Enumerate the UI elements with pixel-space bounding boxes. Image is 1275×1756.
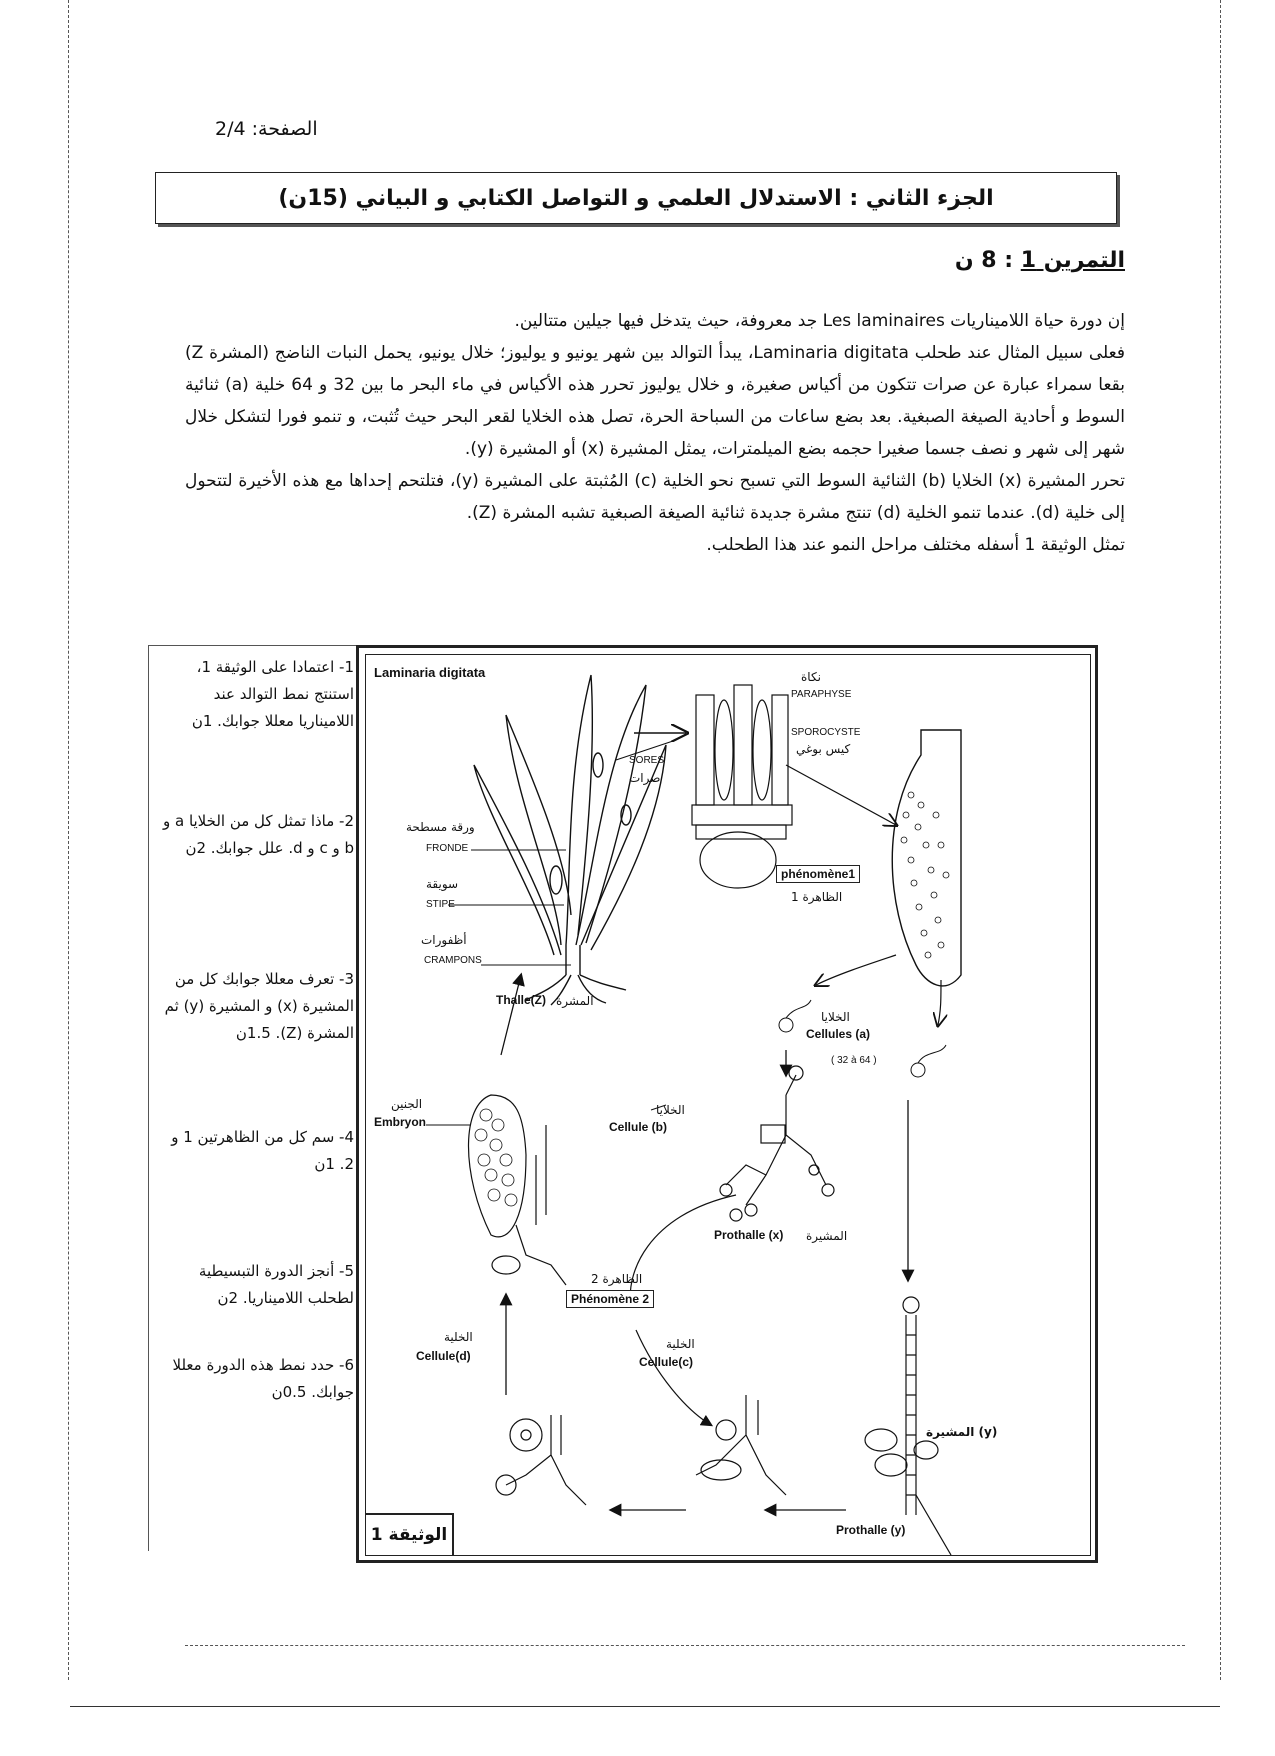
page-footer-dash (185, 1645, 1185, 1646)
question-2: 2- ماذا تمثل كل من الخلايا a و b و c و d. علل جوابك. 2ن (162, 812, 354, 857)
exercise-title (955, 248, 1125, 273)
thalle-ar-label: المشرة (556, 994, 594, 1008)
page-number: الصفحة: 2/4 (215, 118, 318, 140)
cellules-count-label: ( 32 à 64 ) (831, 1055, 877, 1066)
prothalle-y-ar-label: (y) المشيرة (926, 1425, 998, 1439)
intro-line: تحرر المشيرة (x) الخلايا (b) الثنائية السوط التي تسبح نحو الخلية (c) المُثبتة على المشيرة (y)، فتلتحم إحداها مع هذه الأخيرة لتتحول إلى خلية (d). عندما تنمو الخلية (d) تنتج مشرة جديدة ثنائية الصيغة الصبغية تشبه المشرة (Z). (185, 471, 1125, 523)
cellule-d-drawing (496, 1415, 586, 1505)
exercise-label: التمرين 1 (1020, 248, 1125, 273)
figure-frame (365, 654, 1091, 1556)
cellule-b-label: Cellule (b) (609, 1120, 668, 1134)
intro-line: تمثل الوثيقة 1 أسفله مختلف مراحل النمو عند هذا الطحلب. (706, 535, 1125, 555)
sporocyste-label: SPOROCYSTE (791, 727, 861, 738)
question-4: 4- سم كل من الظاهرتين 1 و 2. 1ن (171, 1128, 354, 1173)
cellules-a-ar-label: الخلايا (821, 1010, 850, 1024)
intro-line: إن دورة حياة اللاميناريات Les laminaires جد معروفة، حيث يتدخل فيها جيلين متتالين. (514, 311, 1125, 331)
fronde-label: FRONDE (426, 843, 469, 854)
fronde-ar-label: ورقة مسطحة (406, 820, 475, 834)
embryo-drawing (469, 1095, 567, 1285)
cellules-a-label: Cellules (a) (806, 1027, 871, 1041)
exercise-text (185, 305, 1125, 561)
prothalle-x-ar-label: المشيرة (806, 1229, 848, 1243)
thalle-drawing (474, 675, 666, 1005)
cellule-c-label: Cellule(c) (639, 1355, 694, 1369)
exercise-points: : 8 ن (954, 248, 1014, 273)
phenomene2-label: Phénomène 2 (566, 1290, 654, 1308)
section-title: الجزء الثاني : الاستدلال العلمي و التواصل الكتابي و البياني (15ن) (278, 185, 994, 211)
section-title-box (155, 172, 1117, 224)
prothalle-x-drawing (720, 1066, 834, 1221)
cellule-c-ar-label: الخلية (666, 1337, 695, 1351)
paraphyse-label: PARAPHYSE (791, 689, 852, 700)
document-label: الوثيقة 1 (366, 1513, 454, 1555)
document-1-figure (356, 645, 1098, 1563)
crampons-ar-label: أظفورات (421, 933, 467, 947)
thalle-label: Thalle(Z) (496, 993, 546, 1007)
question-6: 6- حدد نمط هذه الدورة معللا جوابك. 0.5ن (172, 1356, 354, 1401)
embryon-label: Embryon (374, 1115, 427, 1129)
cellule-d-label: Cellule(d) (416, 1349, 471, 1363)
phenomene1-label: phénomène1 (776, 865, 860, 883)
prothalle-x-label: Prothalle (x) (714, 1228, 784, 1242)
embryon-ar-label: الجنين (391, 1097, 423, 1111)
phenomene1-ar-label: الظاهرة 1 (791, 890, 843, 904)
sporocyste-ar-label: كيس بوغي (796, 742, 851, 756)
question-1: 1- اعتمادا على الوثيقة 1، استنتج نمط التوالد عند اللاميناريا معللا جوابك. 1ن (191, 658, 354, 730)
questions-column (148, 645, 359, 1551)
intro-line: فعلى سبيل المثال عند طحلب Laminaria digitata، يبدأ التوالد بين شهر يونيو و يوليوز؛ خلال يونيو، يحمل النبات الناضج (المشرة Z) بقعا سمراء عبارة عن صرات تتكون من أكياس صغيرة، و خلال يوليوز تحرر هذه الأكياس في ماء البحر ما بين 32 و 64 خلية (a) ثنائية السوط و أحادية الصيغة الصبغية. بعد بضع ساعات من السباحة الحرة، تصل هذه الخلايا لقعر البحر حيث تُثبت، و تنمو فورا لتشكل خلال شهر إلى شهر و نصف جسما صغيرا حجمه بضع الميلمترات، يمثل المشيرة (x) أو المشيرة (y). (185, 343, 1125, 459)
cellule-c-drawing (696, 1395, 786, 1495)
sore-section-drawing (692, 685, 792, 888)
sporocyst-drawing (892, 730, 961, 986)
page-margin-left (68, 0, 69, 1680)
stipe-label: STIPE (426, 899, 455, 910)
prothalle-y-label: Prothalle (y) (836, 1523, 906, 1537)
sores-label: SORES (629, 755, 665, 766)
page-footer-line (70, 1706, 1220, 1707)
phenomene2-ar-label: الظاهرة 2 (591, 1272, 643, 1286)
crampons-label: CRAMPONS (424, 955, 482, 966)
cellule-d-ar-label: الخلية (444, 1330, 473, 1344)
question-3: 3- تعرف معللا جوابك كل من المشيرة (x) و المشيرة (y) ثم المشرة (Z). 1.5ن (164, 970, 354, 1042)
sores-ar-label: صرات (629, 771, 661, 785)
cellule-b-ar-label: الخلايا (656, 1103, 685, 1117)
paraphyse-ar-label: نكاة (801, 670, 821, 684)
species-label: Laminaria digitata (374, 665, 486, 680)
life-cycle-drawing (366, 655, 1090, 1555)
page-margin-right (1220, 0, 1221, 1680)
question-5: 5- أنجز الدورة التبسيطية لطحلب اللاميناريا. 2ن (198, 1262, 354, 1307)
stipe-ar-label: سويقة (426, 877, 459, 891)
